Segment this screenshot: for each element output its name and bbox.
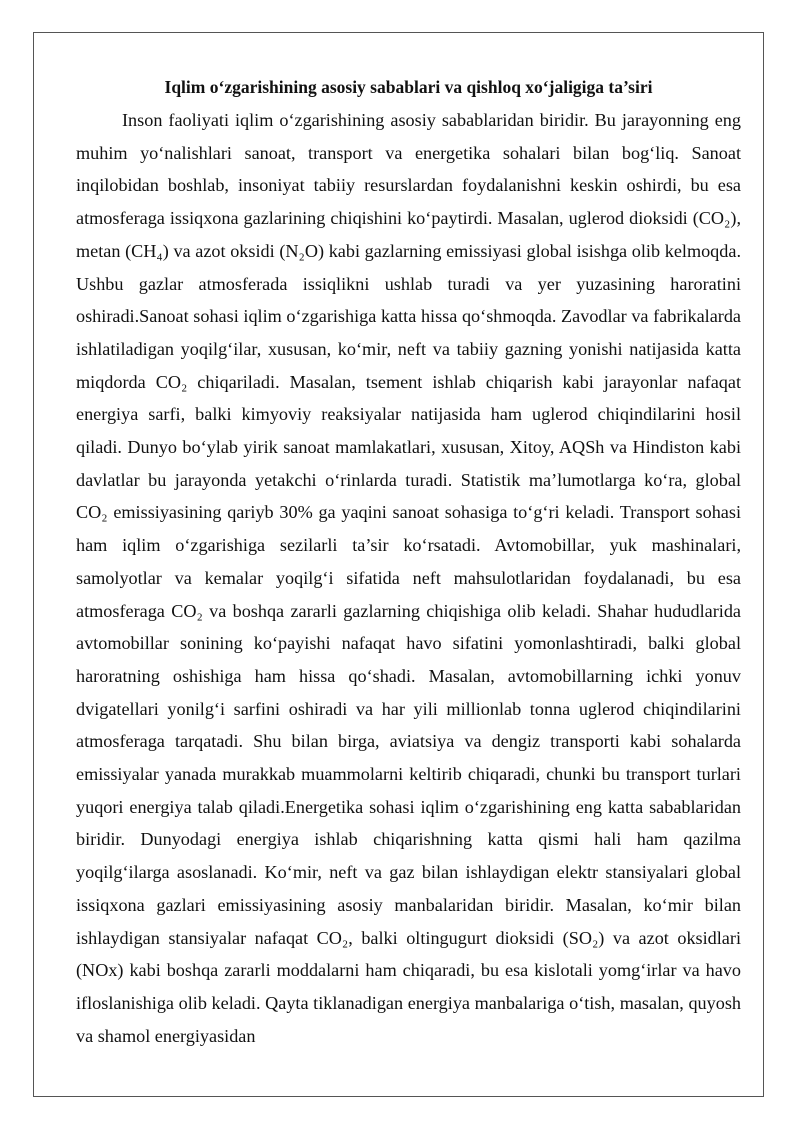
body-paragraph: Inson faoliyati iqlim o‘zgarishining asosiy sabablaridan biridir. Bu jarayonning eng muhim yo‘nalishlari sanoat, transport va energetika sohalari bilan bog‘liq. Sanoat inqilobidan boshlab, insoniyat tabiiy resurslardan foydalanishni keskin oshirdi, bu esa atmosferaga issiqxona gazlarining chiqishini ko‘paytirdi. Masalan, uglerod dioksidi (CO₂), metan (CH₄) va azot oksidi (N₂O) kabi gazlarning emissiyasi global isishga olib kelmoqda. Ushbu gazlar atmosferada issiqlikni ushlab turadi va yer yuzasining haroratini oshiradi.Sanoat sohasi iqlim o‘zgarishiga katta hissa qo‘shmoqda. Zavodlar va fabrikalarda ishlatiladigan yoqilg‘ilar, xususan, ko‘mir, neft va tabiiy gazning yonishi natijasida katta miqdorda CO₂ chiqariladi. Masalan, tsement ishlab chiqarish kabi jarayonlar nafaqat energiya sarfi, balki kimyoviy reaksiyalar natijasida ham uglerod chiqindilarini hosil qiladi. Dunyo bo‘ylab yirik sanoat mamlakatlari, xususan, Xitoy, AQSh va Hindiston kabi davlatlar bu jarayonda yetakchi o‘rinlarda turadi. Statistik ma’lumotlarga ko‘ra, global CO₂ emissiyasining qariyb 30% ga yaqini sanoat sohasiga to‘g‘ri keladi. Transport sohasi ham iqlim o‘zgarishiga sezilarli ta’sir ko‘rsatadi. Avtomobillar, yuk mashinalari, samolyotlar va kemalar yoqilg‘i sifatida neft mahsulotlaridan foydalanadi, bu esa atmosferaga CO₂ va boshqa zararli gazlarning chiqishiga olib keladi. Shahar hududlarida avtomobillar sonining ko‘payishi nafaqat havo sifatini yomonlashtiradi, balki global haroratning oshishiga ham hissa qo‘shadi. Masalan, avtomobillarning ichki yonuv dvigatellari yonilg‘i sarfini oshiradi va har yili millionlab tonna uglerod chiqindilarini atmosferaga tarqatadi. Shu bilan birga, aviatsiya va dengiz transporti kabi sohalarda emissiyalar yanada murakkab muammolarni keltirib chiqaradi, chunki bu transport turlari yuqori energiya talab qiladi.Energetika sohasi iqlim o‘zgarishining eng katta sabablaridan biridir. Dunyodagi energiya ishlab chiqarishning katta qismi hali ham qazilma yoqilg‘ilarga asoslanadi. Ko‘mir, neft va gaz bilan ishlaydigan elektr stansiyalari global issiqxona gazlari emissiyasining asosiy manbalaridan biridir. Masalan, ko‘mir bilan ishlaydigan stansiyalar nafaqat CO₂, balki oltingugurt dioksidi (SO₂) va azot oksidlari (NOx) kabi boshqa zararli moddalarni ham chiqaradi, bu esa kislotali yomg‘irlar va havo ifloslanishiga olib keladi. Qayta tiklanadigan energiya manbalariga o‘tish, masalan, quyosh va shamol energiyasidan <box>76 110 741 1046</box>
document-body <box>76 72 741 1052</box>
document-title: Iqlim o‘zgarishining asosiy sabablari va qishloq xo‘jaligiga ta’siri <box>164 77 653 97</box>
